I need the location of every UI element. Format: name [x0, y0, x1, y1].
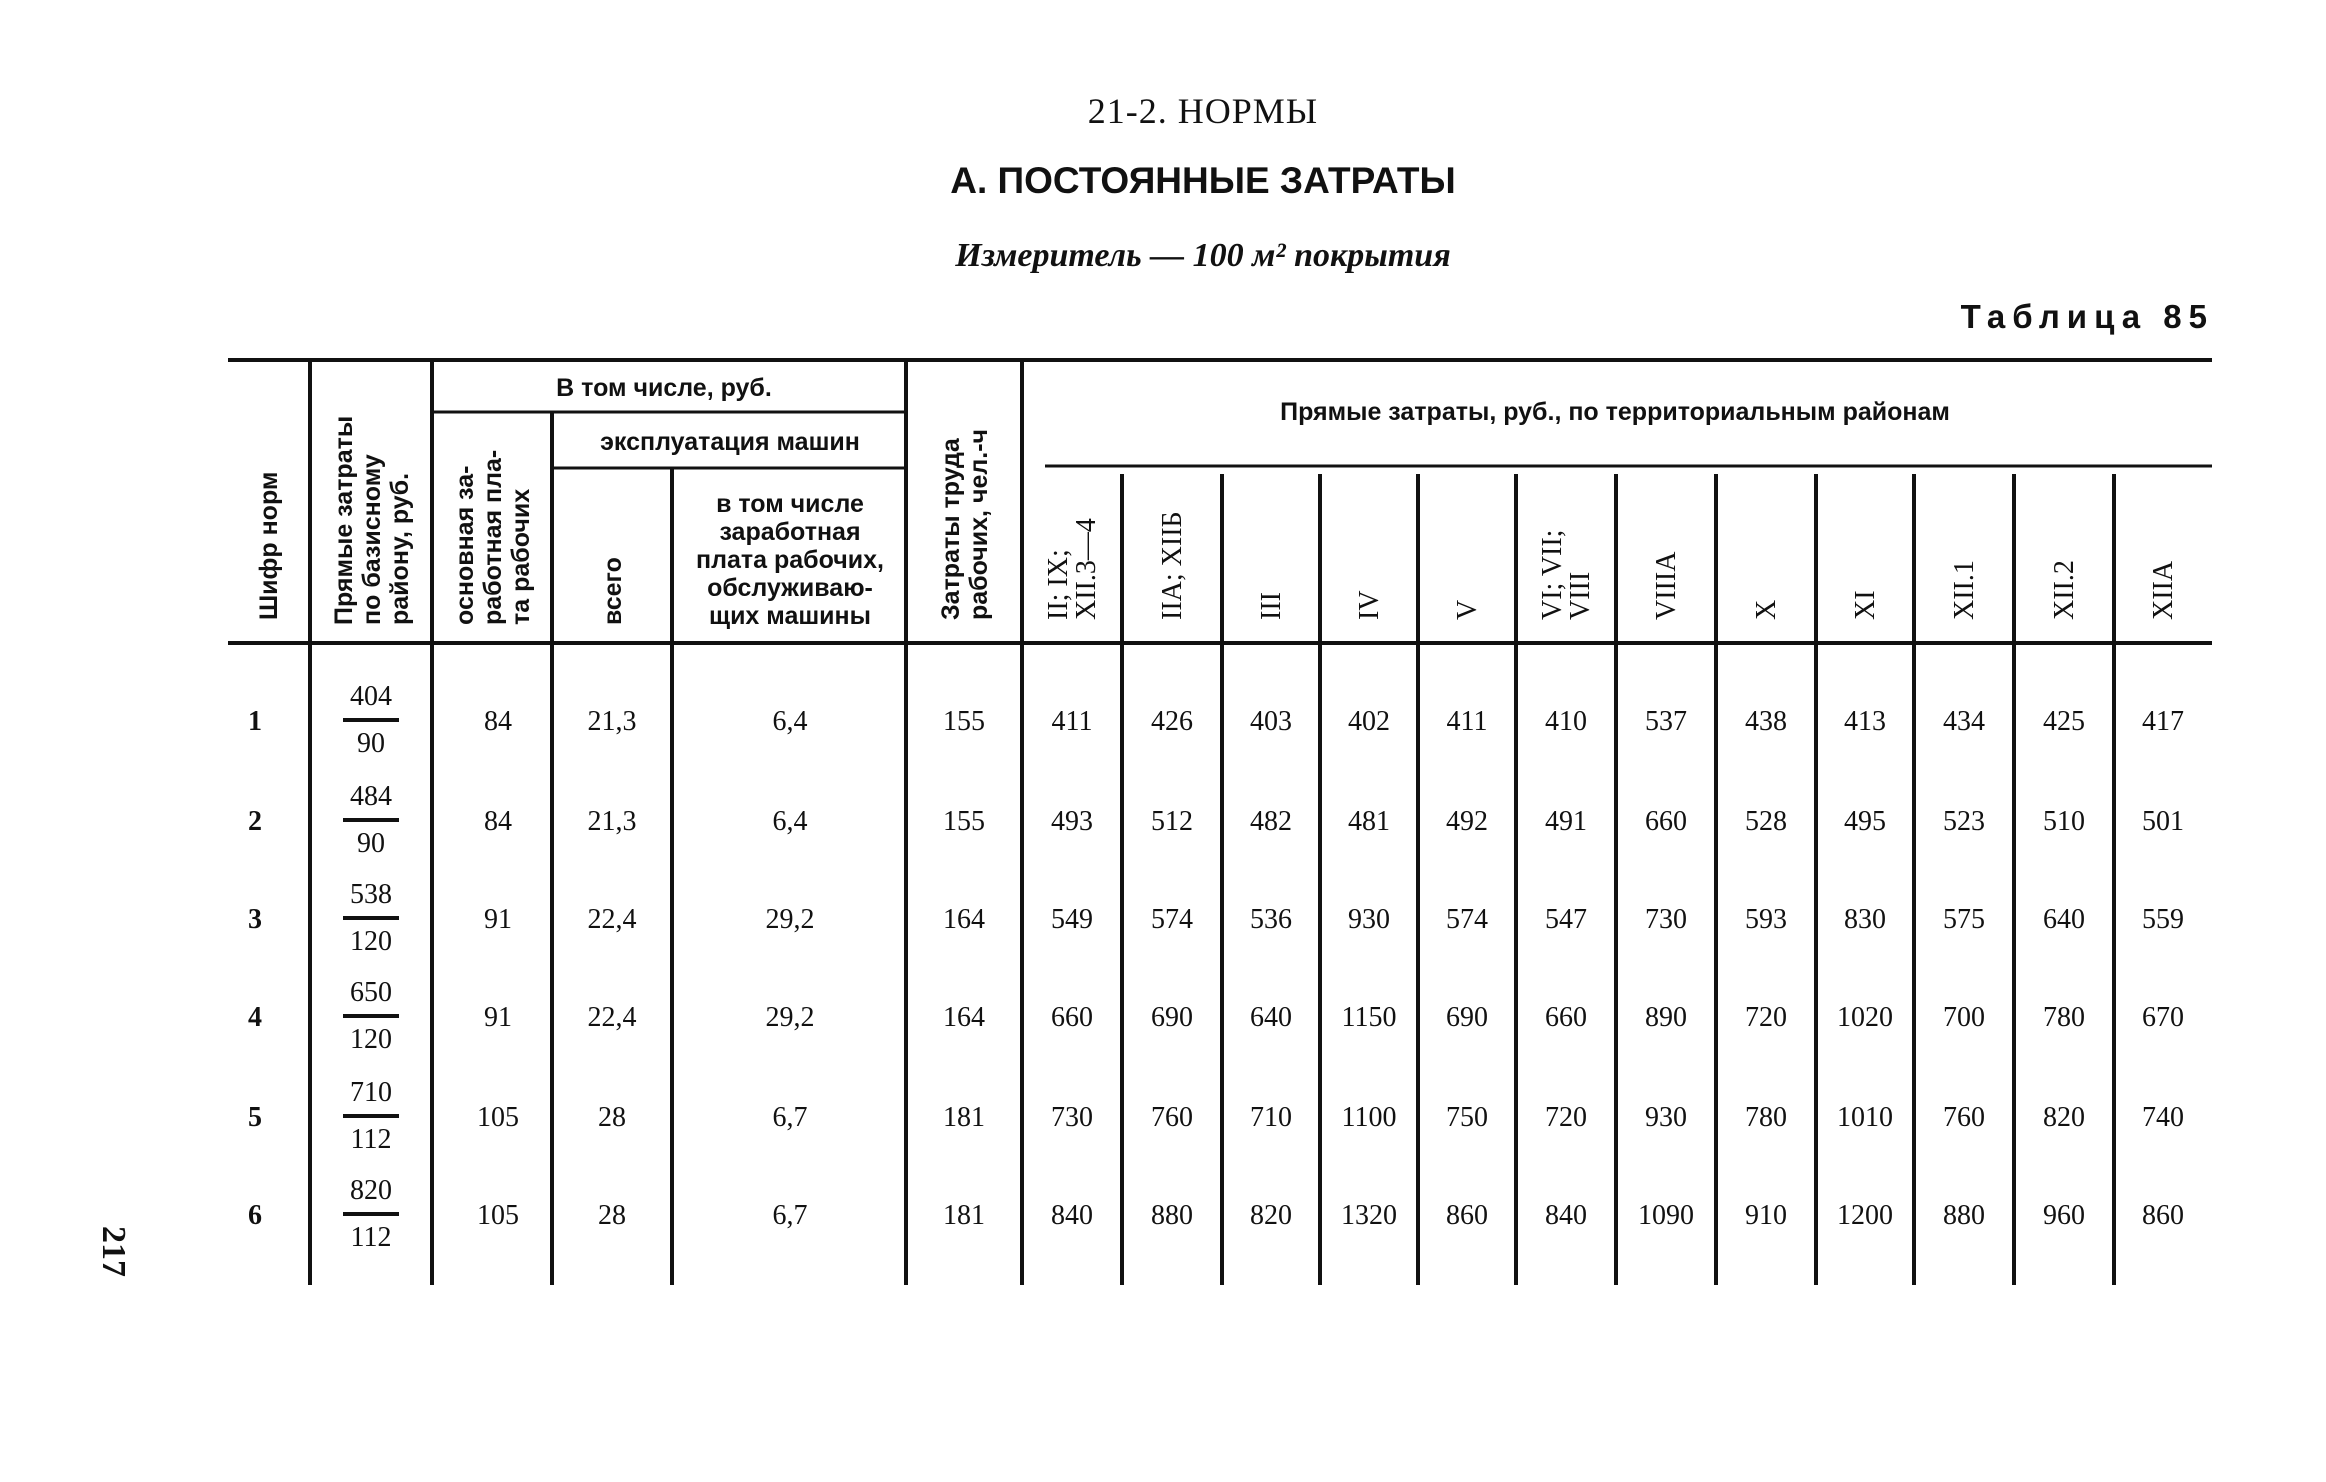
row-region-9: 413 [1844, 706, 1886, 737]
header-code: Шифр норм [255, 471, 283, 620]
row-region-12: 740 [2142, 1102, 2184, 1133]
header-machines-wages: плата рабочих, [696, 546, 884, 574]
header-wages: та рабочих [507, 488, 535, 625]
header-machines-wages: заработная [719, 518, 861, 546]
header-wages: основная за- [451, 465, 479, 625]
row-region-7: 730 [1645, 904, 1687, 935]
row-region-8: 720 [1745, 1002, 1787, 1033]
header-including-group: В том числе, руб. [556, 374, 772, 402]
row-region-11: 640 [2043, 904, 2085, 935]
row-region-5: 492 [1446, 806, 1488, 837]
row-region-11: 820 [2043, 1102, 2085, 1133]
row-region-2: 760 [1151, 1102, 1193, 1133]
row-region-2: 512 [1151, 806, 1193, 837]
row-wages: 91 [484, 904, 512, 935]
row-machines-wages: 29,2 [765, 904, 815, 935]
row-base-numerator: 538 [350, 879, 392, 910]
row-base-numerator: 650 [350, 977, 392, 1008]
row-region-12: 501 [2142, 806, 2184, 837]
row-labor: 164 [943, 1002, 985, 1033]
row-region-5: 750 [1446, 1102, 1488, 1133]
row-labor: 181 [943, 1200, 985, 1231]
header-region-8: X [1751, 599, 1782, 620]
header-base-costs: району, руб. [386, 472, 414, 625]
row-region-4: 1100 [1341, 1102, 1397, 1133]
row-region-1: 493 [1051, 806, 1093, 837]
row-region-1: 549 [1051, 904, 1093, 935]
row-base-numerator: 820 [350, 1175, 392, 1206]
header-region-2: IIA; XIIБ [1157, 511, 1188, 620]
row-region-3: 482 [1250, 806, 1292, 837]
row-base-numerator: 484 [350, 781, 392, 812]
row-region-9: 1200 [1837, 1200, 1893, 1231]
header-labor: рабочих, чел.-ч [965, 428, 993, 620]
row-region-5: 860 [1446, 1200, 1488, 1231]
row-region-4: 1320 [1341, 1200, 1397, 1231]
header-region-9: XI [1850, 590, 1881, 620]
row-region-8: 780 [1745, 1102, 1787, 1133]
row-region-12: 417 [2142, 706, 2184, 737]
header-machines-wages: в том числе [716, 490, 864, 518]
row-region-2: 426 [1151, 706, 1193, 737]
header-machines-wages: обслуживаю- [707, 574, 873, 602]
row-machines-wages: 6,7 [772, 1200, 808, 1231]
subsection-title: А. ПОСТОЯННЫЕ ЗАТРАТЫ [950, 160, 1456, 201]
row-region-10: 523 [1943, 806, 1985, 837]
header-region-6: VIII [1565, 571, 1596, 620]
row-region-6: 547 [1545, 904, 1587, 935]
header-region-6: VI; VII; [1537, 529, 1568, 620]
header-machines-wages: щих машины [708, 602, 872, 630]
row-region-9: 495 [1844, 806, 1886, 837]
row-region-11: 510 [2043, 806, 2085, 837]
row-region-6: 660 [1545, 1002, 1587, 1033]
row-region-2: 690 [1151, 1002, 1193, 1033]
row-region-3: 403 [1250, 706, 1292, 737]
row-region-1: 840 [1051, 1200, 1093, 1231]
row-code: 1 [248, 706, 262, 737]
row-labor: 155 [943, 706, 985, 737]
row-region-2: 880 [1151, 1200, 1193, 1231]
row-region-10: 575 [1943, 904, 1985, 935]
row-base-denominator: 112 [350, 1124, 392, 1155]
table-label: Таблица 85 [1960, 298, 2214, 335]
row-region-1: 660 [1051, 1002, 1093, 1033]
row-region-4: 1150 [1341, 1002, 1397, 1033]
row-region-7: 890 [1645, 1002, 1687, 1033]
row-machines-wages: 29,2 [765, 1002, 815, 1033]
row-wages: 84 [484, 706, 512, 737]
header-wages: работная пла- [479, 449, 507, 625]
row-wages: 105 [477, 1102, 519, 1133]
row-region-3: 710 [1250, 1102, 1292, 1133]
page-number: 217 [95, 1226, 132, 1277]
row-region-10: 760 [1943, 1102, 1985, 1133]
row-wages: 91 [484, 1002, 512, 1033]
row-region-10: 880 [1943, 1200, 1985, 1231]
row-region-3: 820 [1250, 1200, 1292, 1231]
row-region-12: 559 [2142, 904, 2184, 935]
row-region-9: 1020 [1837, 1002, 1893, 1033]
row-code: 6 [248, 1200, 262, 1231]
row-region-7: 660 [1645, 806, 1687, 837]
row-code: 2 [248, 806, 262, 837]
row-region-1: 411 [1051, 706, 1093, 737]
row-machines-total: 22,4 [587, 904, 637, 935]
row-machines-wages: 6,4 [772, 806, 808, 837]
row-machines-total: 28 [598, 1102, 626, 1133]
header-region-1: XII.3—4 [1071, 518, 1102, 620]
row-labor: 181 [943, 1102, 985, 1133]
row-labor: 164 [943, 904, 985, 935]
row-region-6: 410 [1545, 706, 1587, 737]
row-machines-total: 22,4 [587, 1002, 637, 1033]
row-region-8: 910 [1745, 1200, 1787, 1231]
row-region-6: 720 [1545, 1102, 1587, 1133]
row-region-6: 840 [1545, 1200, 1587, 1231]
row-region-10: 434 [1943, 706, 1985, 737]
row-region-11: 780 [2043, 1002, 2085, 1033]
row-region-11: 425 [2043, 706, 2085, 737]
row-machines-total: 28 [598, 1200, 626, 1231]
row-region-5: 690 [1446, 1002, 1488, 1033]
row-region-7: 1090 [1638, 1200, 1694, 1231]
row-code: 5 [248, 1102, 262, 1133]
row-machines-total: 21,3 [587, 806, 637, 837]
header-machines-group: эксплуатация машин [600, 428, 860, 456]
row-region-5: 574 [1446, 904, 1488, 935]
row-wages: 84 [484, 806, 512, 837]
row-region-5: 411 [1446, 706, 1488, 737]
header-region-1: II; IX; [1043, 549, 1074, 620]
row-region-3: 640 [1250, 1002, 1292, 1033]
row-region-4: 402 [1348, 706, 1390, 737]
row-labor: 155 [943, 806, 985, 837]
row-base-denominator: 90 [357, 828, 385, 859]
row-region-11: 960 [2043, 1200, 2085, 1231]
header-base-costs: по базисному [358, 454, 386, 625]
row-code: 4 [248, 1002, 262, 1033]
header-region-11: XII.2 [2049, 560, 2080, 620]
row-region-8: 593 [1745, 904, 1787, 935]
row-region-7: 537 [1645, 706, 1687, 737]
row-machines-total: 21,3 [587, 706, 637, 737]
header-labor: Затраты труда [937, 438, 965, 620]
header-machines-total: всего [599, 557, 627, 625]
row-region-6: 491 [1545, 806, 1587, 837]
header-regions-group: Прямые затраты, руб., по территориальным районам [1280, 398, 1950, 426]
row-region-12: 670 [2142, 1002, 2184, 1033]
header-region-4: IV [1354, 590, 1385, 620]
measure-unit: Измеритель — 100 м² покрытия [955, 237, 1451, 274]
row-region-1: 730 [1051, 1102, 1093, 1133]
row-region-12: 860 [2142, 1200, 2184, 1231]
row-base-numerator: 404 [350, 681, 392, 712]
row-base-numerator: 710 [350, 1077, 392, 1108]
header-region-7: VIIIA [1651, 551, 1682, 620]
row-region-4: 930 [1348, 904, 1390, 935]
row-region-2: 574 [1151, 904, 1193, 935]
row-region-8: 438 [1745, 706, 1787, 737]
row-region-8: 528 [1745, 806, 1787, 837]
row-machines-wages: 6,4 [772, 706, 808, 737]
header-region-10: XII.1 [1949, 560, 1980, 620]
header-base-costs: Прямые затраты [330, 415, 358, 625]
row-base-denominator: 112 [350, 1222, 392, 1253]
section-title: 21-2. НОРМЫ [1087, 91, 1319, 131]
header-region-5: V [1452, 599, 1483, 620]
row-region-3: 536 [1250, 904, 1292, 935]
row-code: 3 [248, 904, 262, 935]
row-region-9: 830 [1844, 904, 1886, 935]
row-base-denominator: 120 [350, 926, 392, 957]
row-machines-wages: 6,7 [772, 1102, 808, 1133]
row-region-9: 1010 [1837, 1102, 1893, 1133]
header-region-12: XIIA [2148, 560, 2179, 620]
row-region-10: 700 [1943, 1002, 1985, 1033]
row-base-denominator: 120 [350, 1024, 392, 1055]
row-base-denominator: 90 [357, 728, 385, 759]
row-region-4: 481 [1348, 806, 1390, 837]
row-region-7: 930 [1645, 1102, 1687, 1133]
header-region-3: III [1256, 592, 1287, 620]
row-wages: 105 [477, 1200, 519, 1231]
